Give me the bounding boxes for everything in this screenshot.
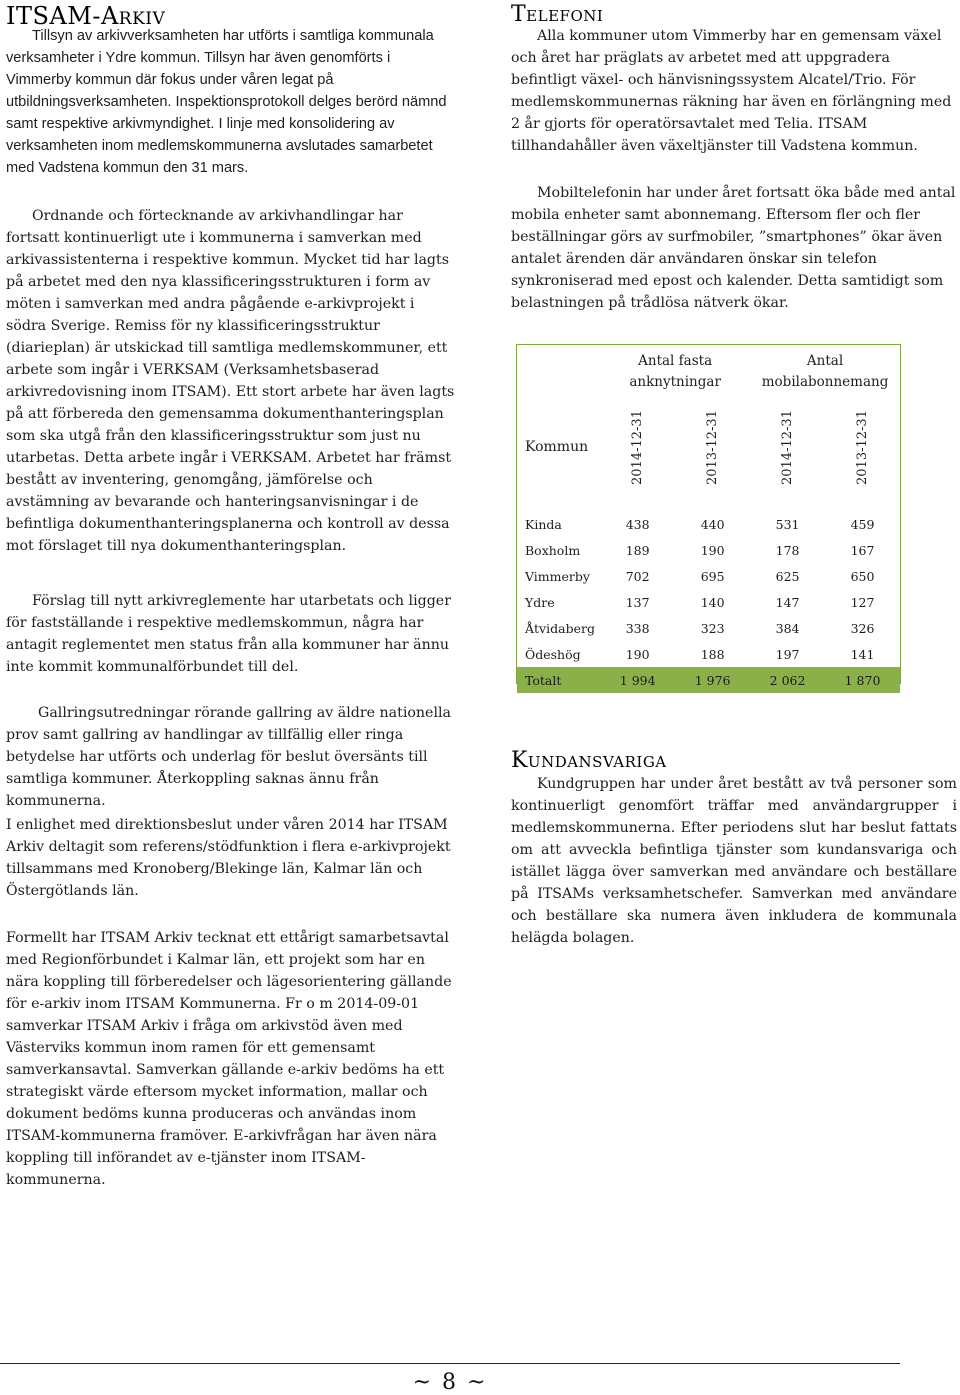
cell-value: 127 — [850, 594, 875, 610]
cell-value: 384 — [775, 620, 800, 636]
cell-value: 188 — [700, 646, 725, 662]
section-heading-kundansvariga: Kundansvariga — [511, 748, 667, 773]
paragraph-samarbetsavtal: Formellt har ITSAM Arkiv tecknat ett ettårigt samarbetsavtal med Regionförbundet i Kalmar län, ett projekt som har en nära koppling till förberedelser och lägesorientering gällande för e-arkiv inom ITSAM Kommunerna. Fr o m 2014-09-01 samverkar ITSAM Arkiv i fråga om arkivstöd även med Västerviks kommun inom ramen för ett gemensamt samverkansavtal. Samverkan gällande e-arkiv bedöms ha ett strategiskt värde eftersom mycket information, mallar och dokument bedöms kunna produceras och användas inom ITSAM-kommunerna framöver. E-arkivfrågan har även nära koppling till införandet av e-tjänster inom ITSAM-kommunerna. — [6, 930, 452, 1188]
section-heading-itsam-arkiv: ITSAM-Arkiv — [6, 2, 166, 30]
total-label: Totalt — [517, 667, 600, 693]
date-header: 2013-12-31 — [705, 410, 721, 485]
date-header: 2014-12-31 — [630, 410, 646, 485]
spacer — [517, 497, 900, 511]
table-date-header-row — [517, 397, 900, 497]
row-kommun-name: Ödeshög — [525, 646, 581, 662]
total-value: 2 062 — [750, 667, 825, 693]
table-row — [517, 563, 900, 589]
paragraph-vaxel: Alla kommuner utom Vimmerby har en gemensam växel och året har präglats av arbetet med att uppgradera befintligt växel- och hänvisningssystem Alcatel/Trio. För medlemskommunernas räkning har även en förlängning med 2 år gjorts för operatörsavtalet med Telia. ITSAM tillhandahåller även växeltjänster till Vadstena kommun. — [511, 28, 952, 154]
cell-value: 695 — [700, 568, 725, 584]
table-row — [517, 511, 900, 537]
paragraph-tillsyn: Tillsyn av arkivverksamheten har utförts i samtliga kommunala verksamheter i Ydre kommun. Tillsyn har även genomförts i Vimmerby kommun där fokus under våren legat på utbildningsverksamheten. Inspektionsprotokoll delges berörd nämnd samt respektive arkivmyndighet. I linje med konsolidering av verksamheten inom medlemskommunerna avslutades samarbetet med Vadstena kommun den 31 mars. — [6, 28, 447, 176]
cell-value: 137 — [625, 594, 650, 610]
cell-value: 190 — [700, 542, 725, 558]
group-header-fasta: Antal fasta anknytningar — [629, 353, 721, 390]
cell-value: 440 — [700, 516, 725, 532]
cell-value: 323 — [700, 620, 725, 636]
table-row — [517, 641, 900, 667]
table-group-header-row — [517, 345, 900, 397]
total-value: 1 870 — [825, 667, 900, 693]
cell-value: 147 — [775, 594, 800, 610]
cell-value: 189 — [625, 542, 650, 558]
telephony-table — [517, 345, 900, 693]
row-kommun-name: Åtvidaberg — [525, 620, 595, 636]
row-kommun-name: Vimmerby — [525, 568, 590, 584]
cell-value: 140 — [700, 594, 725, 610]
cell-value: 190 — [625, 646, 650, 662]
cell-value: 702 — [625, 568, 650, 584]
page-number: ~ 8 ~ — [412, 1370, 488, 1395]
cell-value: 167 — [850, 542, 875, 558]
empty-header-cell — [517, 345, 600, 397]
footer-rule — [0, 1363, 900, 1364]
paragraph-mobiltelefoni: Mobiltelefonin har under året fortsatt öka både med antal mobila enheter samt abonnemang. Eftersom fler och fler beställningar görs av surfmobiler, ”smartphones” ökar även antalet ärenden där användaren önskar sin telefon synkroniserad med epost och kalender. Detta samtidigt som belastningen på trådlösa nätverk ökar. — [511, 185, 956, 311]
table-row — [517, 589, 900, 615]
row-kommun-name: Boxholm — [525, 542, 581, 558]
cell-value: 326 — [850, 620, 875, 636]
telephony-statistics-table — [516, 344, 901, 688]
cell-value: 197 — [775, 646, 800, 662]
row-kommun-name: Ydre — [525, 594, 555, 610]
table-total-row — [517, 667, 900, 693]
kommun-column-header: Kommun — [525, 439, 589, 455]
total-value: 1 976 — [675, 667, 750, 693]
cell-value: 531 — [775, 516, 800, 532]
paragraph-arkivreglemente: Förslag till nytt arkivreglemente har utarbetats och ligger för fastställande i respektive medlemskommun, några har antagit reglementet men status från alla kommuner har ännu inte kommit kommunalförbundet till del. — [6, 593, 451, 675]
date-header: 2013-12-31 — [855, 410, 871, 485]
table-row — [517, 537, 900, 563]
total-value: 1 994 — [600, 667, 675, 693]
cell-value: 141 — [850, 646, 875, 662]
section-heading-telefoni: Telefoni — [511, 2, 604, 27]
cell-value: 338 — [625, 620, 650, 636]
row-kommun-name: Kinda — [525, 516, 562, 532]
group-header-mobil: Antal mobilabonnemang — [761, 353, 889, 390]
paragraph-direktionsbeslut: I enlighet med direktionsbeslut under våren 2014 har ITSAM Arkiv deltagit som referens/stödfunktion i flera e-arkivprojekt tillsammans med Kronoberg/Blekinge län, Kalmar län och Östergötlands län. — [6, 817, 451, 899]
date-header: 2014-12-31 — [780, 410, 796, 485]
table-row — [517, 615, 900, 641]
cell-value: 438 — [625, 516, 650, 532]
cell-value: 625 — [775, 568, 800, 584]
cell-value: 650 — [850, 568, 875, 584]
cell-value: 459 — [850, 516, 875, 532]
cell-value: 178 — [775, 542, 800, 558]
paragraph-kundgruppen: Kundgruppen har under året bestått av två personer som kontinuerligt genomfört träffar med användargrupper i medlemskommunerna. Efter periodens slut har beslut fattats om att avveckla befintliga tjänster som kundansvariga och istället lägga över samverkan med användare och beställare på ITSAMs verksamhetschefer. Samverkan med användare och beställare ska numera även inkludera de kommunala helägda bolagen. — [511, 776, 957, 946]
paragraph-gallring: Gallringsutredningar rörande gallring av äldre nationella prov samt gallring av handlingar av tillfällig eller ringa betydelse har utförts och underlag för beslut översänts till samtliga kommuner. Återkoppling saknas ännu från kommunerna. — [6, 705, 451, 809]
paragraph-ordnande: Ordnande och förtecknande av arkivhandlingar har fortsatt kontinuerligt ute i kommunerna i samverkan med arkivassistenterna i respektive kommun. Mycket tid har lagts på arbetet med den nya klassificeringsstrukturen i form av möten i samverkan med andra pågående e-arkivprojekt i södra Sverige. Remiss för ny klassificeringsstruktur (diarieplan) är utskickad till samtliga medlemskommuner, ett arbete som ingår i VERKSAM (Verksamhetsbaserad arkivredovisning inom ITSAM). Ett stort arbete har även lagts på att förbereda den gemensamma dokumenthanteringsplan som ska utgå från den klassificeringsstruktur som just nu utarbetas. Detta arbete ingår i VERKSAM. Arbetet har främst bestått av inventering, genomgång, jämförelse och avstämning av bevarande och hanteringsanvisningar i de befintliga dokumenthanteringsplanerna och kontroll av dessa mot förslaget till nya dokumenthanteringsplan. — [6, 208, 455, 554]
